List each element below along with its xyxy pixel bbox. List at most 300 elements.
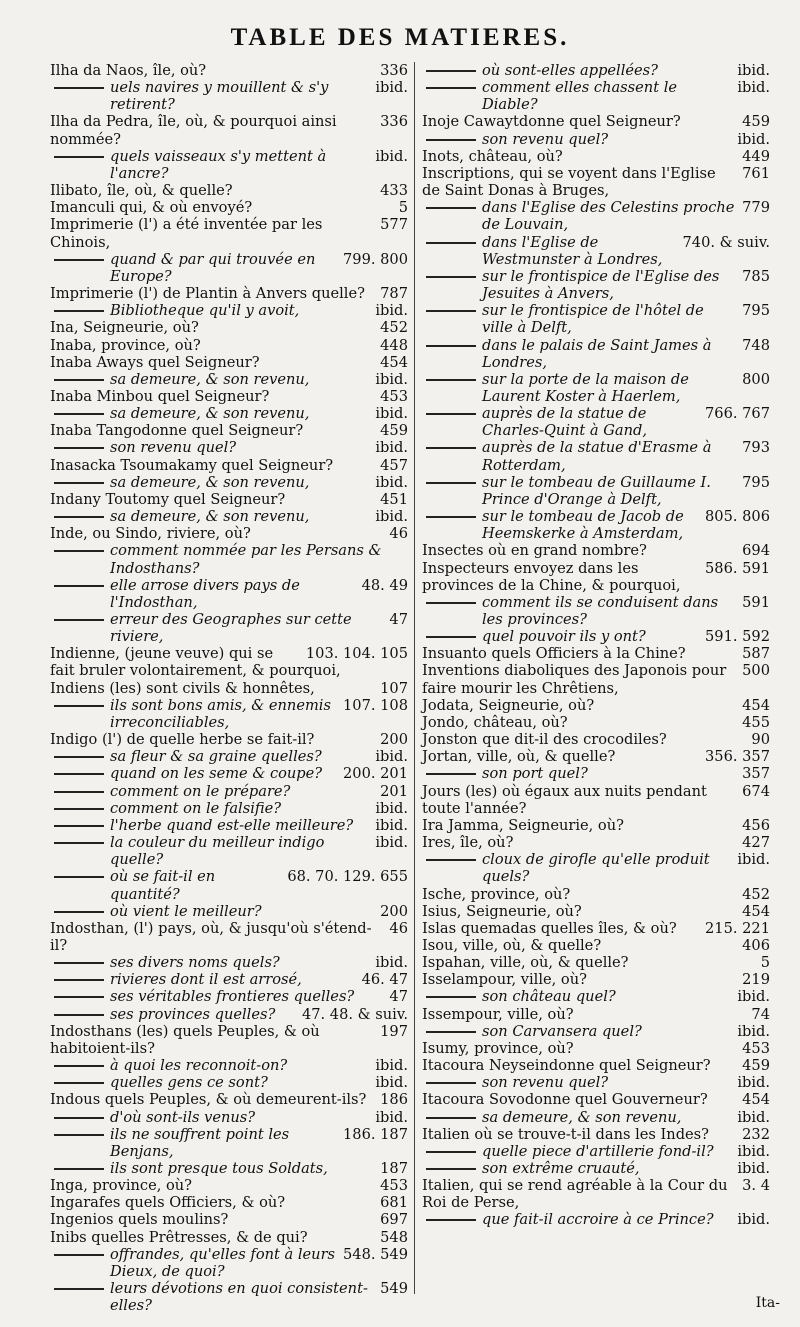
index-subentry bbox=[422, 765, 770, 782]
page-reference: 454 bbox=[742, 696, 770, 714]
page-reference: ibid. bbox=[737, 1108, 770, 1126]
page-reference: 200 bbox=[380, 902, 408, 920]
entry-text: Indienne, (jeune veuve) qui se fait bruler volontairement, & pourquoi, bbox=[50, 645, 341, 680]
entry-text: que fait-il accroire à ce Prince? bbox=[482, 1211, 714, 1229]
entry-text: quand on les seme & coupe? bbox=[110, 765, 323, 783]
page-reference: ibid. bbox=[737, 851, 770, 869]
page-reference: 448 bbox=[380, 336, 408, 354]
index-subentry bbox=[50, 783, 408, 800]
entry-text: où sont-elles appellées? bbox=[482, 62, 658, 79]
page-reference: 694 bbox=[742, 542, 770, 560]
entry-text: Imanculi qui, & où envoyé? bbox=[50, 199, 253, 217]
page-reference: 805. 806 bbox=[705, 508, 770, 526]
index-subentry bbox=[422, 131, 770, 148]
index-subentry bbox=[50, 439, 408, 456]
entry-text: Indosthan, (l') pays, où, & jusqu'où s'étend-il? bbox=[50, 919, 372, 954]
page-reference: 68. 70. 129. 655 bbox=[287, 868, 408, 886]
entry-text: Indiens (les) sont civils & honnêtes, bbox=[50, 679, 315, 697]
index-subentry bbox=[50, 800, 408, 817]
page-reference: ibid. bbox=[737, 79, 770, 97]
index-subentry bbox=[422, 302, 770, 336]
index-entry bbox=[50, 1091, 408, 1108]
page-reference: 674 bbox=[742, 782, 770, 800]
entry-text: quels vaisseaux s'y mettent à l'ancre? bbox=[110, 147, 331, 182]
entry-text: rivieres dont il est arrosé, bbox=[110, 971, 302, 989]
page-reference: ibid. bbox=[375, 370, 408, 388]
entry-text: la couleur du meilleur indigo quelle? bbox=[110, 834, 330, 869]
page-reference: 459 bbox=[380, 422, 408, 440]
page-reference: 452 bbox=[742, 885, 770, 903]
entry-text: quelle piece d'artillerie fond-il? bbox=[482, 1142, 714, 1160]
index-entry bbox=[50, 680, 408, 697]
page-reference: 107 bbox=[380, 679, 408, 697]
index-subentry bbox=[422, 62, 770, 79]
entry-text: elle arrose divers pays de l'Indosthan, bbox=[110, 576, 305, 611]
entry-text: d'où sont-ils venus? bbox=[110, 1108, 256, 1126]
entry-text: quand & par qui trouvée en Europe? bbox=[110, 250, 321, 285]
index-entry bbox=[422, 645, 770, 662]
page-reference: ibid. bbox=[375, 302, 408, 320]
index-entry bbox=[422, 1177, 770, 1211]
index-subentry bbox=[50, 474, 408, 491]
page-reference: 47 bbox=[389, 988, 408, 1006]
page-reference: 47 bbox=[389, 611, 408, 628]
index-subentry bbox=[50, 748, 408, 765]
index-subentry bbox=[50, 765, 408, 782]
page-title: TABLE DES MATIERES. bbox=[230, 24, 570, 51]
page-reference: ibid. bbox=[375, 1074, 408, 1092]
index-subentry bbox=[422, 1143, 770, 1160]
entry-text: Ilibato, île, où, & quelle? bbox=[50, 182, 233, 200]
page-reference: 5 bbox=[398, 199, 408, 217]
entry-text: Jondo, château, où? bbox=[422, 713, 568, 731]
page-reference: 336 bbox=[380, 62, 408, 79]
index-entry bbox=[50, 1229, 408, 1246]
page-reference: 761 bbox=[742, 164, 770, 182]
page-reference: ibid. bbox=[375, 147, 408, 165]
page-reference: 587 bbox=[742, 645, 770, 663]
page-reference: ibid. bbox=[375, 748, 408, 766]
index-entry bbox=[422, 903, 770, 920]
page-reference: 500 bbox=[742, 662, 770, 680]
page-reference: 787 bbox=[380, 285, 408, 303]
index-subentry bbox=[422, 371, 770, 405]
entry-text: Inscriptions, qui se voyent dans l'Eglise de Saint Donas à Bruges, bbox=[422, 164, 721, 200]
entry-text: dans l'Eglise de Westmunster à Londres, bbox=[482, 233, 663, 268]
entry-text: Ilha da Pedra, île, où, & pourquoi ainsi nommée? bbox=[50, 113, 342, 148]
page-reference: 795 bbox=[742, 473, 770, 491]
entry-text: Isou, ville, où, & quelle? bbox=[422, 936, 602, 954]
page-reference: 549 bbox=[380, 1280, 408, 1298]
catchword: Ita- bbox=[755, 1295, 780, 1311]
entry-text: sa fleur & sa graine quelles? bbox=[110, 748, 322, 766]
page-reference: ibid. bbox=[375, 816, 408, 834]
page-reference: 107. 108 bbox=[343, 696, 408, 714]
index-entry bbox=[422, 113, 770, 130]
page-reference: ibid. bbox=[737, 1074, 770, 1092]
index-subentry bbox=[422, 851, 770, 885]
index-entry bbox=[50, 337, 408, 354]
index-entry bbox=[50, 1177, 408, 1194]
index-entry bbox=[422, 886, 770, 903]
entry-text: Bibliotheque qu'il y avoit, bbox=[110, 302, 300, 320]
index-entry bbox=[50, 645, 408, 679]
page-reference: 577 bbox=[380, 216, 408, 234]
index-subentry bbox=[50, 903, 408, 920]
page-reference: 766. 767 bbox=[705, 405, 770, 423]
index-entry bbox=[50, 920, 408, 954]
index-subentry bbox=[50, 988, 408, 1005]
index-entry bbox=[422, 748, 770, 765]
entry-text: Indany Toutomy quel Seigneur? bbox=[50, 490, 286, 508]
page-reference: 46 bbox=[389, 919, 408, 937]
index-entry bbox=[422, 834, 770, 851]
page-reference: 748 bbox=[742, 336, 770, 354]
page-reference: 681 bbox=[380, 1194, 408, 1212]
page-reference: 548 bbox=[380, 1228, 408, 1246]
page-reference: ibid. bbox=[737, 988, 770, 1006]
entry-text: Jortan, ville, où, & quelle? bbox=[422, 748, 616, 766]
page-reference: 433 bbox=[380, 182, 408, 200]
index-subentry bbox=[50, 577, 408, 611]
index-entry bbox=[422, 971, 770, 988]
entry-text: sa demeure, & son revenu, bbox=[110, 473, 310, 491]
entry-text: Inaba Tangodonne quel Seigneur? bbox=[50, 422, 304, 440]
page-reference: ibid. bbox=[375, 405, 408, 423]
entry-text: Ina, Seigneurie, où? bbox=[50, 319, 199, 337]
index-entry bbox=[422, 662, 770, 696]
entry-text: Islas quemadas quelles îles, & où? bbox=[422, 919, 677, 937]
entry-text: Inspecteurs envoyez dans les provinces de la Chine, & pourquoi, bbox=[422, 559, 681, 594]
page-reference: ibid. bbox=[375, 1108, 408, 1126]
index-entry bbox=[422, 714, 770, 731]
index-entry bbox=[422, 148, 770, 165]
page-reference: 197 bbox=[380, 1022, 408, 1040]
page-reference: 201 bbox=[380, 782, 408, 800]
page-reference: 548. 549 bbox=[343, 1245, 408, 1263]
entry-text: Inibs quelles Prêtresses, & de qui? bbox=[50, 1228, 308, 1246]
index-subentry bbox=[422, 1211, 770, 1228]
page-reference: 186 bbox=[380, 1091, 408, 1109]
index-entry bbox=[50, 457, 408, 474]
index-entry bbox=[422, 817, 770, 834]
entry-text: Jodata, Seigneurie, où? bbox=[422, 696, 595, 714]
entry-text: Indosthans (les) quels Peuples, & où habitoient-ils? bbox=[50, 1022, 325, 1057]
index-subentry bbox=[422, 199, 770, 233]
entry-text: Inoje Cawaytdonne quel Seigneur? bbox=[422, 113, 681, 131]
entry-text: où se fait-il en quantité? bbox=[110, 868, 220, 903]
entry-text: Insectes où en grand nombre? bbox=[422, 542, 647, 560]
index-entry bbox=[422, 954, 770, 971]
index-subentry bbox=[50, 79, 408, 113]
index-column-right bbox=[422, 62, 770, 1229]
index-subentry bbox=[422, 268, 770, 302]
entry-text: uels navires y mouillent & s'y retirent? bbox=[110, 79, 334, 114]
page-reference: 785 bbox=[742, 267, 770, 285]
entry-text: l'herbe quand est-elle meilleure? bbox=[110, 816, 354, 834]
entry-text: Indigo (l') de quelle herbe se fait-il? bbox=[50, 731, 315, 749]
page-reference: ibid. bbox=[737, 62, 770, 79]
entry-text: auprès de la statue de Charles-Quint à Gand, bbox=[482, 405, 652, 440]
index-subentry bbox=[50, 954, 408, 971]
index-subentry bbox=[422, 508, 770, 542]
entry-text: son Carvansera quel? bbox=[482, 1022, 642, 1040]
page-reference: 795 bbox=[742, 302, 770, 320]
index-subentry bbox=[50, 817, 408, 834]
entry-text: Insuanto quels Officiers à la Chine? bbox=[422, 645, 686, 663]
entry-text: Isselampour, ville, où? bbox=[422, 971, 587, 989]
page-reference: 219 bbox=[742, 971, 770, 989]
index-subentry bbox=[422, 594, 770, 628]
entry-text: Itacoura Neyseindonne quel Seigneur? bbox=[422, 1057, 711, 1075]
entry-text: sa demeure, & son revenu, bbox=[110, 508, 310, 526]
page-reference: 452 bbox=[380, 319, 408, 337]
index-entry bbox=[50, 113, 408, 147]
entry-text: où vient le meilleur? bbox=[110, 902, 262, 920]
entry-text: son extrême cruauté, bbox=[482, 1160, 640, 1177]
entry-text: auprès de la statue d'Erasme à Rotterdam, bbox=[482, 439, 717, 474]
index-subentry bbox=[50, 1057, 408, 1074]
index-entry bbox=[422, 1057, 770, 1074]
entry-text: Imprimerie (l') de Plantin à Anvers quelle? bbox=[50, 285, 365, 303]
page-reference: 336 bbox=[380, 113, 408, 131]
index-entry bbox=[50, 199, 408, 216]
page-reference: 459 bbox=[742, 1057, 770, 1075]
index-subentry bbox=[50, 508, 408, 525]
entry-text: cloux de girofle qu'elle produit quels? bbox=[482, 851, 715, 886]
entry-text: erreur des Geographes sur cette riviere, bbox=[110, 611, 357, 646]
entry-text: Inde, ou Sindo, riviere, où? bbox=[50, 525, 251, 543]
page-reference: 799. 800 bbox=[343, 250, 408, 268]
index-entry bbox=[50, 182, 408, 199]
entry-text: comment on le prépare? bbox=[110, 782, 291, 800]
entry-text: Itacoura Sovodonne quel Gouverneur? bbox=[422, 1091, 708, 1109]
index-subentry bbox=[422, 234, 770, 268]
page-reference: 356. 357 bbox=[705, 748, 770, 766]
index-subentry bbox=[422, 405, 770, 439]
entry-text: Inasacka Tsoumakamy quel Seigneur? bbox=[50, 456, 334, 474]
index-entry bbox=[50, 731, 408, 748]
page-reference: 459 bbox=[742, 113, 770, 131]
entry-text: ils sont bons amis, & ennemis irreconciliables, bbox=[110, 696, 336, 731]
page-reference: 451 bbox=[380, 490, 408, 508]
entry-text: quelles gens ce sont? bbox=[110, 1074, 268, 1092]
entry-text: sur la porte de la maison de Laurent Koster à Haerlem, bbox=[482, 370, 694, 405]
entry-text: Ische, province, où? bbox=[422, 885, 571, 903]
page-reference: 453 bbox=[380, 387, 408, 405]
index-subentry bbox=[422, 988, 770, 1005]
entry-text: Inots, château, où? bbox=[422, 147, 563, 165]
index-subentry bbox=[50, 148, 408, 182]
page-reference: 215. 221 bbox=[705, 919, 770, 937]
index-subentry bbox=[422, 1109, 770, 1126]
page-reference: 453 bbox=[380, 1177, 408, 1195]
index-subentry bbox=[50, 1109, 408, 1126]
page-reference: 186. 187 bbox=[343, 1125, 408, 1143]
index-entry bbox=[50, 491, 408, 508]
page-reference: 740. & suiv. bbox=[682, 233, 770, 251]
entry-text: Italien où se trouve-t-il dans les Indes? bbox=[422, 1125, 709, 1143]
index-subentry bbox=[422, 337, 770, 371]
page-reference: 697 bbox=[380, 1211, 408, 1229]
entry-text: Ingarafes quels Officiers, & où? bbox=[50, 1194, 286, 1212]
entry-text: Italien, qui se rend agréable à la Cour du Roi de Perse, bbox=[422, 1177, 733, 1212]
index-subentry bbox=[50, 302, 408, 319]
index-subentry bbox=[50, 371, 408, 388]
entry-text: son château quel? bbox=[482, 988, 616, 1006]
page-reference: 46. 47 bbox=[361, 971, 408, 989]
entry-text: Jonston que dit-il des crocodiles? bbox=[422, 731, 667, 749]
entry-text: Ires, île, où? bbox=[422, 834, 514, 852]
entry-text: ils sont presque tous Soldats, bbox=[110, 1160, 328, 1177]
page-reference: 200. 201 bbox=[343, 765, 408, 783]
entry-text: leurs dévotions en quoi consistent-elles? bbox=[110, 1280, 368, 1315]
entry-text: offrandes, qu'elles font à leurs Dieux, de quoi? bbox=[110, 1245, 340, 1280]
page-reference: 5 bbox=[760, 954, 770, 972]
entry-text: Ingenios quels moulins? bbox=[50, 1211, 229, 1229]
page-reference: 800 bbox=[742, 370, 770, 388]
entry-text: son revenu quel? bbox=[482, 1074, 609, 1092]
index-entry bbox=[422, 542, 770, 559]
entry-text: Inaba Minbou quel Seigneur? bbox=[50, 387, 270, 405]
index-entry bbox=[50, 1211, 408, 1228]
index-entry bbox=[422, 1040, 770, 1057]
index-entry bbox=[50, 285, 408, 302]
page-reference: 456 bbox=[742, 816, 770, 834]
page-reference: 47. 48. & suiv. bbox=[301, 1005, 408, 1023]
page-reference: 232 bbox=[742, 1125, 770, 1143]
page-reference: 3. 4 bbox=[742, 1177, 770, 1195]
index-entry bbox=[422, 697, 770, 714]
page-reference: ibid. bbox=[375, 834, 408, 852]
entry-text: son revenu quel? bbox=[110, 439, 237, 457]
page-reference: ibid. bbox=[375, 954, 408, 972]
index-subentry bbox=[50, 1074, 408, 1091]
index-entry bbox=[50, 62, 408, 79]
index-subentry bbox=[50, 868, 408, 902]
entry-text: Isius, Seigneurie, où? bbox=[422, 902, 582, 920]
index-subentry bbox=[50, 1160, 408, 1177]
page-reference: 187 bbox=[380, 1160, 408, 1177]
index-subentry bbox=[422, 1074, 770, 1091]
page-reference: 449 bbox=[742, 147, 770, 165]
entry-text: Indous quels Peuples, & où demeurent-ils? bbox=[50, 1091, 367, 1109]
page-reference: ibid. bbox=[737, 130, 770, 148]
index-entry bbox=[422, 937, 770, 954]
entry-text: comment on le falsifie? bbox=[110, 799, 282, 817]
index-subentry bbox=[50, 542, 408, 576]
page-reference: 200 bbox=[380, 731, 408, 749]
page-reference: 586. 591 bbox=[705, 559, 770, 577]
index-subentry bbox=[50, 1246, 408, 1280]
index-subentry bbox=[50, 1280, 408, 1314]
page-reference: ibid. bbox=[375, 1057, 408, 1075]
entry-text: Issempour, ville, où? bbox=[422, 1005, 574, 1023]
index-subentry bbox=[50, 697, 408, 731]
entry-text: à quoi les reconnoit-on? bbox=[110, 1057, 288, 1075]
index-entry bbox=[422, 731, 770, 748]
entry-text: dans le palais de Saint James à Londres, bbox=[482, 336, 717, 371]
index-subentry bbox=[50, 405, 408, 422]
index-entry bbox=[422, 560, 770, 594]
index-entry bbox=[50, 388, 408, 405]
index-entry bbox=[422, 783, 770, 817]
entry-text: Imprimerie (l') a été inventée par les Chinois, bbox=[50, 216, 328, 251]
page-reference: 457 bbox=[380, 456, 408, 474]
page-reference: ibid. bbox=[737, 1022, 770, 1040]
page-reference: 793 bbox=[742, 439, 770, 457]
page-reference: ibid. bbox=[375, 473, 408, 491]
entry-text: Ilha da Naos, île, où? bbox=[50, 62, 207, 79]
index-subentry bbox=[50, 1006, 408, 1023]
page-reference: 453 bbox=[742, 1039, 770, 1057]
entry-text: ses provinces quelles? bbox=[110, 1005, 276, 1023]
page-reference: 103. 104. 105 bbox=[305, 645, 408, 663]
entry-text: sur le tombeau de Jacob de Heemskerke à Amsterdam, bbox=[482, 508, 689, 543]
page-reference: ibid. bbox=[737, 1142, 770, 1160]
index-entry bbox=[50, 319, 408, 336]
page-reference: 46 bbox=[389, 525, 408, 543]
page-reference: 591 bbox=[742, 593, 770, 611]
index-entry bbox=[50, 354, 408, 371]
index-entry bbox=[422, 1091, 770, 1108]
page-reference: ibid. bbox=[375, 799, 408, 817]
entry-text: ils ne souffrent point les Benjans, bbox=[110, 1125, 294, 1160]
entry-text: Ispahan, ville, où, & quelle? bbox=[422, 954, 629, 972]
page-reference: 48. 49 bbox=[361, 576, 408, 594]
entry-text: Jours (les) où égaux aux nuits pendant toute l'année? bbox=[422, 782, 712, 817]
index-subentry bbox=[50, 834, 408, 868]
index-entry bbox=[422, 165, 770, 199]
index-subentry bbox=[50, 611, 408, 645]
entry-text: quel pouvoir ils y ont? bbox=[482, 628, 646, 646]
index-entry bbox=[50, 422, 408, 439]
page-reference: 406 bbox=[742, 936, 770, 954]
page-reference: 427 bbox=[742, 834, 770, 852]
entry-text: Isumy, province, où? bbox=[422, 1039, 574, 1057]
index-subentry bbox=[50, 1126, 408, 1160]
page-reference: 454 bbox=[742, 902, 770, 920]
page-reference: 454 bbox=[380, 353, 408, 371]
index-subentry bbox=[422, 439, 770, 473]
index-entry bbox=[422, 920, 770, 937]
index-subentry bbox=[422, 1023, 770, 1040]
page-reference: ibid. bbox=[375, 79, 408, 97]
page-reference: 591. 592 bbox=[705, 628, 770, 646]
index-entry bbox=[50, 525, 408, 542]
index-column-left bbox=[50, 62, 408, 1314]
page-reference: 357 bbox=[742, 765, 770, 783]
page-reference: 90 bbox=[751, 731, 770, 749]
entry-text: comment nommée par les Persans & Indosthans? bbox=[110, 542, 387, 577]
entry-text: sur le frontispice de l'Eglise des Jesuites à Anvers, bbox=[482, 267, 724, 303]
entry-text: Inga, province, où? bbox=[50, 1177, 192, 1195]
page-reference: ibid. bbox=[375, 508, 408, 526]
column-divider bbox=[414, 62, 415, 1294]
index-entry bbox=[50, 1194, 408, 1211]
entry-text: comment elles chassent le Diable? bbox=[482, 79, 682, 114]
page-reference: 74 bbox=[751, 1005, 770, 1023]
entry-text: son revenu quel? bbox=[482, 130, 609, 148]
entry-text: sa demeure, & son revenu, bbox=[482, 1108, 682, 1126]
entry-text: sur le frontispice de l'hôtel de ville à Delft, bbox=[482, 302, 709, 337]
entry-text: son port quel? bbox=[482, 765, 588, 783]
page-reference: 779 bbox=[742, 199, 770, 217]
index-subentry bbox=[50, 251, 408, 285]
index-subentry bbox=[422, 79, 770, 113]
page-reference: 455 bbox=[742, 713, 770, 731]
entry-text: sa demeure, & son revenu, bbox=[110, 370, 310, 388]
